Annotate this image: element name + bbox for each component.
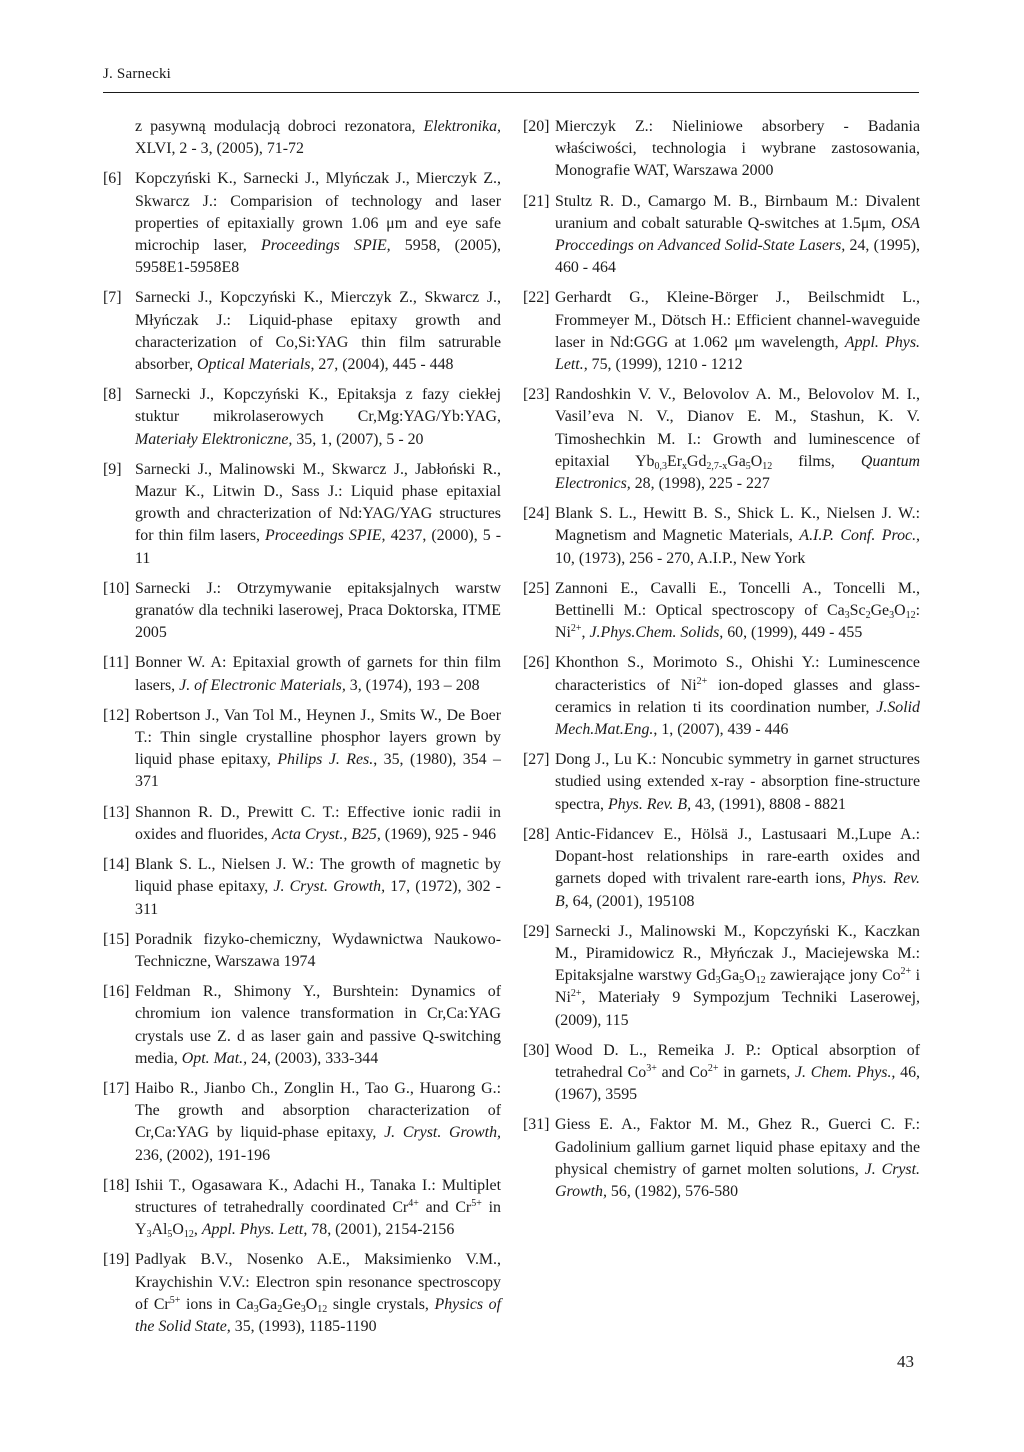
reference-text: Padlyak B.V., Nosenko A.E., Maksimienko V.M., Kraychishin V.V.: Electron spin resonance spectroscopy of $Cr^{5+}$ ions in $Ca_3Ga_2Ge_3O_{12}$ single crystals, Physics of the Solid State, 35, (1993), 1185-1190 (135, 1251, 502, 1335)
reference-text: Mierczyk Z.: Nieliniowe absorbery - Badania właściwości, technologia i wybrane zastosowania, Monografie WAT, Warszawa 2000 (555, 118, 920, 180)
reference-text: Dong J., Lu K.: Noncubic symmetry in garnet structures studied using extended x-ray - absorption fine-structure spectra, Phys. Rev. B, 43, (1991), 8808 - 8821 (555, 751, 920, 813)
reference-entry (103, 652, 501, 696)
reference-number: [23] (523, 386, 550, 404)
reference-number: [17] (103, 1079, 130, 1097)
reference-text: Sarnecki J., Kopczyński K., Mierczyk Z., Skwarcz J., Młyńczak J.: Liquid-phase epitaxy growth and characterization of Co,Si:YAG thin film satrurable absorber, Optical Materials, 27, (2004), 445 - 448 (135, 289, 501, 374)
reference-number: [8] (103, 386, 122, 404)
references-right-column (523, 116, 920, 1211)
reference-entry (523, 578, 920, 645)
reference-number: [21] (523, 192, 550, 210)
page-number: 43 (897, 1352, 914, 1371)
reference-text: Randoshkin V. V., Belovolov A. M., Belovolov M. I., Vasil’eva N. V., Dianov E. M., Stashun, K. V. Timoshechkin M. I.: Growth and luminescence of epitaxial $Yb_{0,3}Er_xGd_{2,7-x}Ga_5O_{12}$ films, Quantum Electronics, 28, (1998), 225 - 227 (555, 386, 920, 493)
reference-number: [9] (103, 460, 122, 478)
references-left-column (103, 116, 501, 1346)
reference-entry (103, 705, 501, 794)
reference-number: [19] (103, 1251, 130, 1269)
reference-entry (103, 981, 501, 1070)
reference-number: [12] (103, 706, 130, 724)
reference-entry (103, 802, 501, 846)
reference-number: [15] (103, 930, 130, 948)
reference-entry (103, 287, 501, 376)
reference-number: [18] (103, 1176, 130, 1194)
reference-entry (523, 1114, 920, 1203)
reference-number: [30] (523, 1041, 550, 1059)
reference-number: [7] (103, 289, 122, 307)
reference-text: Blank S. L., Nielsen J. W.: The growth of magnetic by liquid phase epitaxy, J. Cryst. Growth, 17, (1972), 302 - 311 (135, 856, 501, 918)
reference-entry (103, 929, 501, 973)
reference-text: Giess E. A., Faktor M. M., Ghez R., Guerci C. F.: Gadolinium gallium garnet liquid phase epitaxy and the physical chemistry of garnet molten solutions, J. Cryst. Growth, 56, (1982), 576-580 (555, 1116, 921, 1200)
reference-text: Sarnecki J.: Otrzymywanie epitaksjalnych warstw granatów dla techniki laserowej, Praca Doktorska, ITME 2005 (135, 579, 501, 642)
reference-entry (523, 824, 920, 913)
reference-number: [14] (103, 856, 130, 874)
running-head: J. Sarnecki (103, 66, 172, 82)
reference-text: Kopczyński K., Sarnecki J., Mlyńczak J., Mierczyk Z., Skwarcz J.: Comparision of technology and laser properties of epitaxially grown 1.06 μm and eye safe microchip laser, Proceedings SPIE, 5958, (2005), 5958E1-5958E8 (135, 170, 502, 277)
reference-number: [22] (523, 289, 550, 307)
reference-number: [27] (523, 751, 550, 769)
reference-number: [26] (523, 654, 550, 672)
reference-number: [29] (523, 922, 550, 940)
header-rule (103, 92, 919, 93)
reference-number: [11] (103, 654, 129, 672)
reference-entry (103, 1249, 501, 1338)
reference-entry (523, 921, 920, 1032)
reference-entry (523, 749, 920, 816)
reference-text: Zannoni E., Cavalli E., Toncelli A., Toncelli M., Bettinelli M.: Optical spectroscopy of $Ca_3Sc_2Ge_3O_{12}$: $Ni^{2+}$, J.Phys.Chem. Solids, 60, (1999), 449 - 455 (555, 579, 920, 642)
reference-entry (103, 459, 501, 570)
reference-text: Stultz R. D., Camargo M. B., Birnbaum M.: Divalent uranium and cobalt saturable Q-switches at 1.5μm, OSA Proccedings on Advanced Solid-State Lasers, 24, (1995), 460 - 464 (555, 192, 920, 277)
reference-text: Haibo R., Jianbo Ch., Zonglin H., Tao G., Huarong G.: The growth and absorption characterization of Cr,Ca:YAG by liquid-phase epitaxy, J. Cryst. Growth, 236, (2002), 191-196 (135, 1079, 501, 1164)
reference-text: Bonner W. A: Epitaxial growth of garnets for thin film lasers, J. of Electronic Materials, 3, (1974), 193 – 208 (135, 654, 501, 694)
reference-text: z pasywną modulacją dobroci rezonatora, Elektronika, XLVI, 2 - 3, (2005), 71-72 (135, 118, 501, 158)
reference-text: Poradnik fizyko-chemiczny, Wydawnictwa Naukowo-Techniczne, Warszawa 1974 (135, 930, 501, 970)
reference-text: Antic-Fidancev E., Hölsä J., Lastusaari M.,Lupe A.: Dopant-host relationships in rare-earth oxides and garnets doped with trivalent rare-earth ions, Phys. Rev. B, 64, (2001), 195108 (555, 825, 920, 910)
reference-text: Sarnecki J., Malinowski M., Skwarcz J., Jabłoński R., Mazur K., Litwin D., Sass J.: Liquid phase epitaxial growth and chracterization of Nd:YAG/YAG structures for thin film lasers, Proceedings SPIE, 4237, (2000), 5 - 11 (135, 460, 501, 567)
reference-text: Ishii T., Ogasawara K., Adachi H., Tanaka I.: Multiplet structures of tetrahedrally coordinated $Cr^{4+}$ and $Cr^{5+}$ in $Y_3Al_5O_{12}$, Appl. Phys. Lett, 78, (2001), 2154-2156 (135, 1176, 501, 1241)
reference-entry (523, 384, 920, 495)
reference-text: Robertson J., Van Tol M., Heynen J., Smits W., De Boer T.: Thin single crystalline phosphor layers grown by liquid phase epitaxy, Philips J. Res., 35, (1980), 354 – 371 (135, 706, 501, 791)
reference-number: [16] (103, 983, 130, 1001)
reference-text: Sarnecki J., Malinowski M., Kopczyński K., Kaczkan M., Piramidowicz R., Młyńczak J., Maciejewska M.: Epitaksjalne warstwy $Gd_3Ga_5O_{12}$ zawierające jony $Co^{2+}$ i $Ni^{2+}$, Materiały 9 Sympozjum Techniki Laserowej, (2009), 115 (555, 922, 920, 1029)
reference-number: [25] (523, 579, 550, 597)
reference-entry (523, 191, 920, 280)
reference-entry (523, 116, 920, 183)
reference-entry (103, 1078, 501, 1167)
reference-number: [31] (523, 1116, 550, 1134)
reference-entry (523, 1040, 920, 1107)
reference-entry (103, 1175, 501, 1242)
reference-number: [20] (523, 118, 550, 135)
reference-entry (523, 503, 920, 570)
reference-text: Wood D. L., Remeika J. P.: Optical absorption of tetrahedral $Co^{3+}$ and $Co^{2+}$ in garnets, J. Chem. Phys., 46, (1967), 3595 (555, 1041, 921, 1104)
reference-entry (523, 287, 920, 376)
reference-text: Blank S. L., Hewitt B. S., Shick L. K., Nielsen J. W.: Magnetism and Magnetic Materials, A.I.P. Conf. Proc., 10, (1973), 256 - 270, A.I.P., New York (555, 505, 921, 567)
reference-text: Shannon R. D., Prewitt C. T.: Effective ionic radii in oxides and fluorides, Acta Cryst., B25, (1969), 925 - 946 (135, 803, 501, 843)
reference-number: [13] (103, 803, 130, 821)
reference-entry (103, 854, 501, 921)
reference-text: Sarnecki J., Kopczyński K., Epitaksja z fazy ciekłej stuktur mikrolaserowych Cr,Mg:YAG/Yb:YAG, Materiały Elektroniczne, 35, 1, (2007), 5 - 20 (135, 386, 501, 448)
reference-text: Khonthon S., Morimoto S., Ohishi Y.: Luminescence characteristics of $Ni^{2+}$ ion-doped glasses and glass-ceramics in relation ti its coordination number, J.Solid Mech.Mat.Eng., 1, (2007), 439 - 446 (555, 654, 921, 739)
reference-entry (523, 652, 920, 741)
reference-number: [24] (523, 505, 550, 523)
reference-entry (103, 384, 501, 451)
reference-text: Gerhardt G., Kleine-Börger J., Beilschmidt L., Frommeyer M., Dötsch H.: Efficient channel-waveguide laser in Nd:GGG at 1.062 μm wavelength, Appl. Phys. Lett., 75, (1999), 1210 - 1212 (555, 289, 920, 374)
reference-entry (103, 116, 501, 160)
reference-number: [28] (523, 825, 550, 843)
reference-number: [10] (103, 579, 130, 597)
reference-entry (103, 168, 501, 279)
reference-text: Feldman R., Shimony Y., Burshtein: Dynamics of chromium ion valence transformation in Cr,Ca:YAG crystals use Z. d as laser gain and passive Q-switching media, Opt. Mat., 24, (2003), 333-344 (135, 983, 501, 1067)
reference-entry (103, 578, 501, 645)
reference-number: [6] (103, 170, 122, 188)
